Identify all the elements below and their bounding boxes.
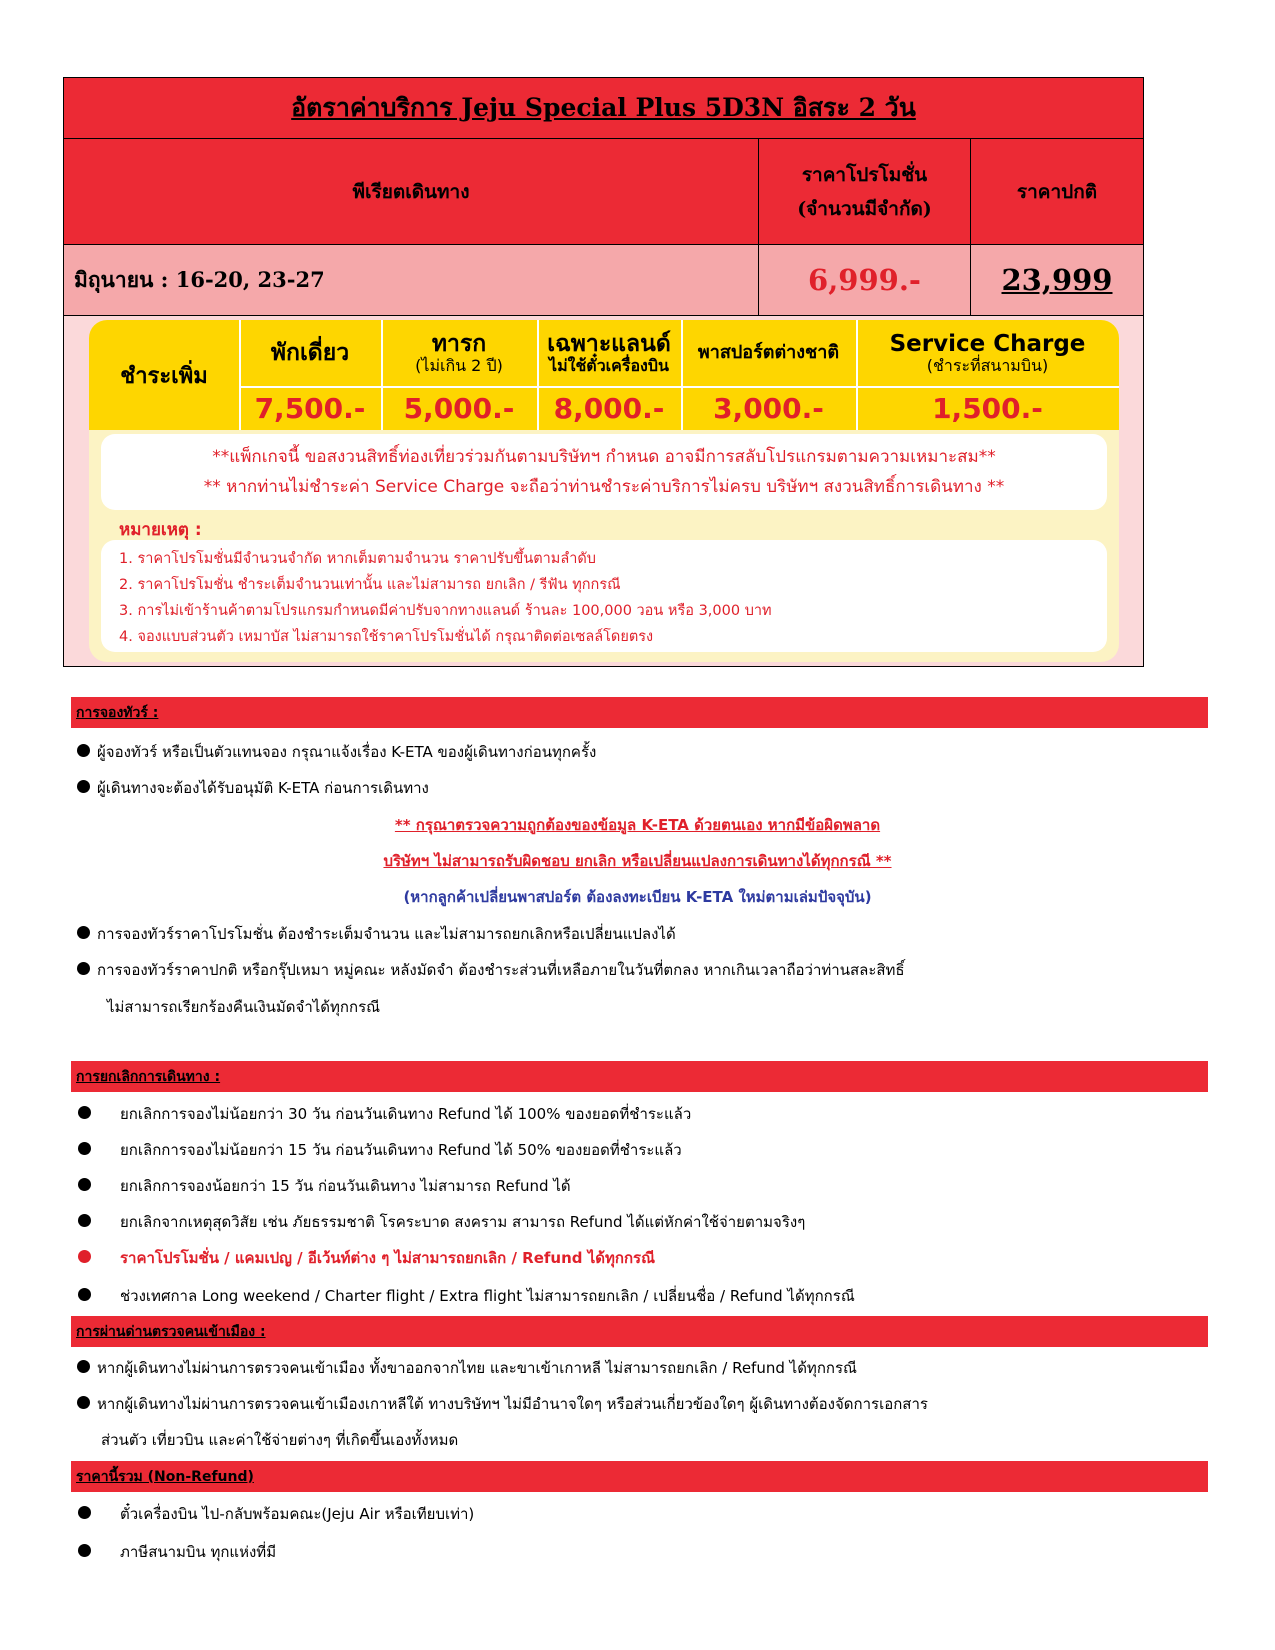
surcharge-infant bbox=[381, 320, 537, 386]
remarks-title: หมายเหตุ : bbox=[119, 520, 202, 540]
keta-warning-line-1: ** กรุณาตรวจความถูกต้องของข้อมูล K-ETA ด้วยตนเอง หากมีข้อผิดพลาด bbox=[394, 816, 881, 834]
immigration-item-continued: ส่วนตัว เที่ยวบิน และค่าใช้จ่ายต่างๆ ที่เกิดขึ้นเองทั้งหมด bbox=[101, 1431, 459, 1449]
surcharge-card bbox=[89, 320, 1119, 662]
surcharge-subtitle: (ไม่เกิน 2 ปี) bbox=[415, 356, 503, 375]
price-table-header bbox=[64, 139, 1143, 245]
surcharge-header bbox=[89, 320, 1119, 430]
surcharge-price: 8,000.- bbox=[553, 391, 665, 425]
surcharge-service-charge bbox=[856, 320, 1119, 386]
surcharge-price: 5,000.- bbox=[403, 391, 515, 425]
surcharge-subtitle: ไม่ใช้ตั๋วเครื่องบิน bbox=[549, 356, 669, 375]
immigration-section-title: การผ่านด่านตรวจคนเข้าเมือง : bbox=[71, 1316, 1208, 1347]
keta-warning-line-2: บริษัทฯ ไม่สามารถรับผิดชอบ ยกเลิก หรือเปลี่ยนแปลงการเดินทางได้ทุกกรณี ** bbox=[383, 852, 892, 870]
cancellation-section-title: การยกเลิกการเดินทาง : bbox=[71, 1061, 1208, 1092]
remark-item: 3. การไม่เข้าร้านค้าตามโปรแกรมกำหนดมีค่าปรับจากทางแลนด์ ร้านละ 100,000 วอน หรือ 3,000 บาท bbox=[119, 603, 772, 619]
includes-section-title: ราคานี้รวม (Non-Refund) bbox=[71, 1461, 1208, 1492]
price-table bbox=[63, 77, 1144, 667]
row-travel-period: มิถุนายน : 16-20, 23-27 bbox=[64, 245, 759, 315]
bullet-icon bbox=[77, 780, 90, 793]
remark-item: 2. ราคาโปรโมชั่น ชำระเต็มจำนวนเท่านั้น และไม่สามารถ ยกเลิก / รีฟัน ทุกกรณี bbox=[119, 577, 621, 593]
bullet-icon bbox=[77, 744, 90, 757]
bullet-icon bbox=[78, 1544, 91, 1557]
row-normal-price: 23,999 bbox=[1001, 263, 1113, 297]
booking-item: ผู้จองทัวร์ หรือเป็นตัวแทนจอง กรุณาแจ้งเรื่อง K-ETA ของผู้เดินทางก่อนทุกครั้ง bbox=[97, 743, 597, 761]
notice-line: ** หากท่านไม่ชำระค่า Service Charge จะถือว่าท่านชำระค่าบริการไม่ครบ บริษัทฯ สงวนสิทธิ์การเดินทาง ** bbox=[203, 477, 1005, 497]
surcharge-land-only bbox=[537, 320, 681, 386]
price-table-title: อัตราค่าบริการ Jeju Special Plus 5D3N อิสระ 2 วัน bbox=[64, 78, 1143, 139]
keta-passport-note: (หากลูกค้าเปลี่ยนพาสปอร์ต ต้องลงทะเบียน K-ETA ใหม่ตามเล่มปัจจุบัน) bbox=[403, 888, 872, 906]
row-promo-price: 6,999.- bbox=[759, 245, 971, 315]
includes-item: ตั๋วเครื่องบิน ไป-กลับพร้อมคณะ(Jeju Air หรือเทียบเท่า) bbox=[120, 1505, 475, 1523]
price-row bbox=[64, 245, 1143, 316]
cancellation-item: ช่วงเทศกาล Long weekend / Charter flight / Extra flight ไม่สามารถยกเลิก / เปลี่ยนชื่อ / Refund ได้ทุกกรณี bbox=[120, 1287, 855, 1305]
header-normal-price: ราคาปกติ bbox=[1016, 180, 1098, 203]
immigration-item: หากผู้เดินทางไม่ผ่านการตรวจคนเข้าเมืองเกาหลีใต้ ทางบริษัทฯ ไม่มีอำนาจใดๆ หรือส่วนเกี่ยวข้องใดๆ ผู้เดินทางต้องจัดการเอกสาร bbox=[97, 1395, 928, 1413]
bullet-icon bbox=[78, 1250, 91, 1263]
surcharge-subtitle: (ชำระที่สนามบิน) bbox=[926, 356, 1049, 375]
surcharge-single-room bbox=[239, 320, 381, 386]
bullet-icon bbox=[77, 926, 90, 939]
package-notice bbox=[101, 434, 1107, 510]
booking-section-title: การจองทัวร์ : bbox=[71, 697, 1208, 728]
booking-item: ผู้เดินทางจะต้องได้รับอนุมัติ K-ETA ก่อนการเดินทาง bbox=[97, 779, 429, 797]
surcharge-title: ทารก bbox=[431, 331, 487, 357]
bullet-icon bbox=[78, 1506, 91, 1519]
header-promo-price bbox=[759, 139, 971, 244]
surcharge-title: เฉพาะแลนด์ bbox=[547, 331, 671, 357]
surcharge-label: ชำระเพิ่ม bbox=[120, 363, 208, 389]
header-promo-label: ราคาโปรโมชั่น bbox=[801, 163, 928, 186]
booking-item: การจองทัวร์ราคาโปรโมชั่น ต้องชำระเต็มจำนวน และไม่สามารถยกเลิกหรือเปลี่ยนแปลงได้ bbox=[97, 925, 676, 943]
bullet-icon bbox=[78, 1214, 91, 1227]
bullet-icon bbox=[78, 1142, 91, 1155]
surcharge-price: 7,500.- bbox=[254, 391, 366, 425]
surcharge-price: 1,500.- bbox=[932, 391, 1043, 425]
cancellation-item: ยกเลิกจากเหตุสุดวิสัย เช่น ภัยธรรมชาติ โรคระบาด สงคราม สามารถ Refund ได้แต่หักค่าใช้จ่ายตามจริงๆ bbox=[120, 1213, 806, 1231]
surcharge-foreign-passport bbox=[681, 320, 856, 386]
immigration-item: หากผู้เดินทางไม่ผ่านการตรวจคนเข้าเมือง ทั้งขาออกจากไทย และขาเข้าเกาหลี ไม่สามารถยกเลิก / Refund ได้ทุกกรณี bbox=[97, 1359, 857, 1377]
remark-item: 4. จองแบบส่วนตัว เหมาบัส ไม่สามารถใช้ราคาโปรโมชั่นได้ กรุณาติดต่อเซลล์โดยตรง bbox=[119, 629, 654, 645]
booking-item: การจองทัวร์ราคาปกติ หรือกรุ๊ปเหมา หมู่คณะ หลังมัดจำ ต้องชำระส่วนที่เหลือภายในวันที่ตกลง หากเกินเวลาถือว่าท่านสละสิทธิ์ bbox=[97, 961, 905, 979]
bullet-icon bbox=[77, 962, 90, 975]
bullet-icon bbox=[77, 1396, 90, 1409]
remarks-list bbox=[101, 540, 1107, 652]
bullet-icon bbox=[78, 1106, 91, 1119]
cancellation-item: ยกเลิกการจองไม่น้อยกว่า 15 วัน ก่อนวันเดินทาง Refund ได้ 50% ของยอดที่ชำระแล้ว bbox=[120, 1141, 682, 1159]
bullet-icon bbox=[77, 1360, 90, 1373]
cancellation-item: ยกเลิกการจองไม่น้อยกว่า 30 วัน ก่อนวันเดินทาง Refund ได้ 100% ของยอดที่ชำระแล้ว bbox=[120, 1105, 692, 1123]
includes-item: ภาษีสนามบิน ทุกแห่งที่มี bbox=[120, 1543, 277, 1561]
surcharge-title: Service Charge bbox=[889, 331, 1086, 357]
surcharge-title: พักเดี่ยว bbox=[270, 340, 350, 366]
remark-item: 1. ราคาโปรโมชั่นมีจำนวนจำกัด หากเต็มตามจำนวน ราคาปรับขึ้นตามลำดับ bbox=[119, 551, 596, 567]
header-travel-period: พีเรียตเดินทาง bbox=[64, 139, 759, 244]
surcharge-title: พาสปอร์ตต่างชาติ bbox=[697, 342, 840, 363]
header-promo-note: (จำนวนมีจำกัด) bbox=[797, 197, 932, 220]
surcharge-price: 3,000.- bbox=[713, 391, 824, 425]
booking-item-continued: ไม่สามารถเรียกร้องคืนเงินมัดจำได้ทุกกรณี bbox=[107, 998, 381, 1016]
surcharge-banner bbox=[64, 316, 1143, 666]
cancellation-item: ยกเลิกการจองน้อยกว่า 15 วัน ก่อนวันเดินทาง ไม่สามารถ Refund ได้ bbox=[120, 1177, 571, 1195]
bullet-icon bbox=[78, 1178, 91, 1191]
cancellation-item-promo: ราคาโปรโมชั่น / แคมเปญ / อีเว้นท์ต่าง ๆ ไม่สามารถยกเลิก / Refund ได้ทุกกรณี bbox=[120, 1249, 656, 1267]
bullet-icon bbox=[78, 1288, 91, 1301]
notice-line: **แพ็กเกจนี้ ขอสงวนสิทธิ์ท่องเที่ยวร่วมกันตามบริษัทฯ กำหนด อาจมีการสลับโปรแกรมตามความเหมาะสม** bbox=[212, 447, 996, 467]
